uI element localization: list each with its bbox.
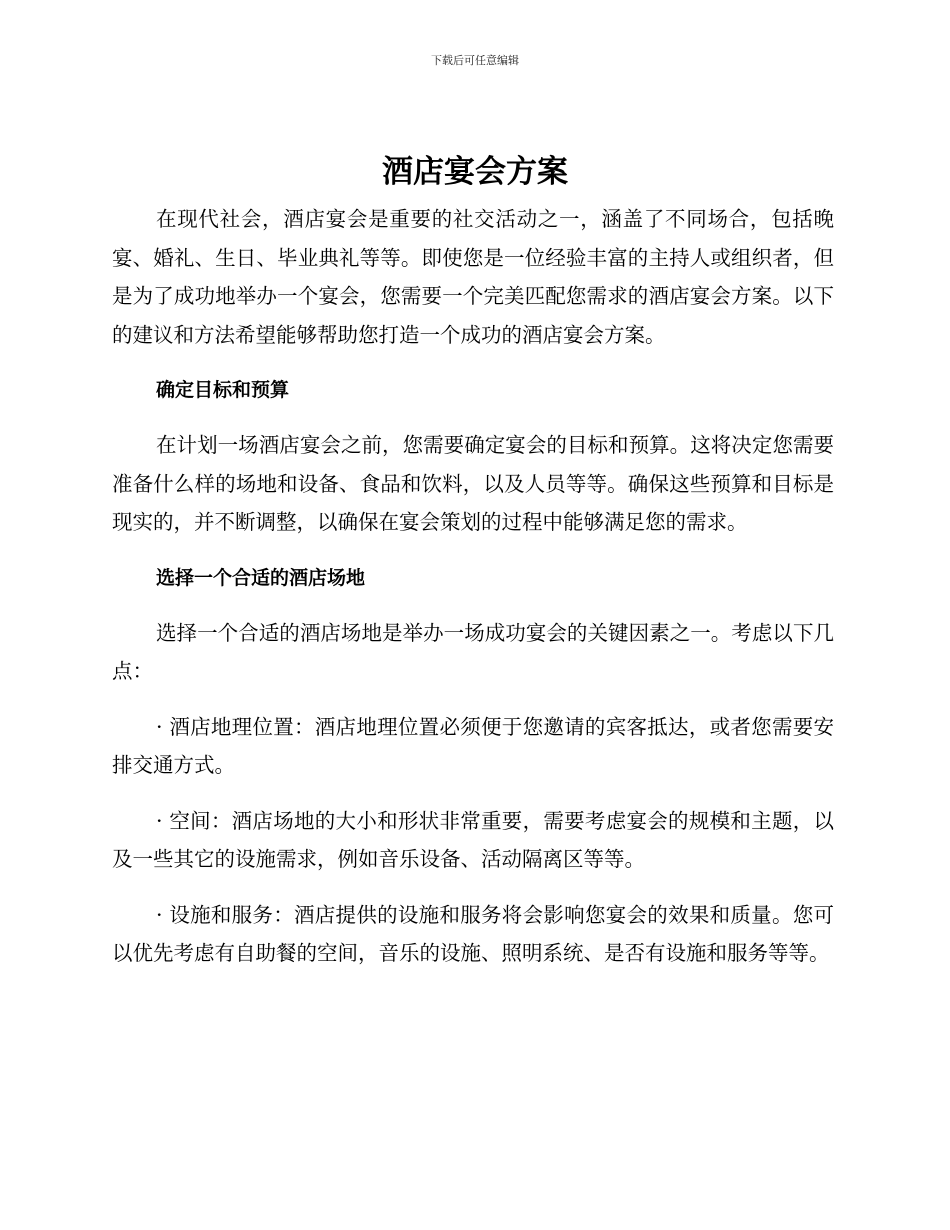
page-header: 下载后可任意编辑 [431,54,519,67]
document-title: 酒店宴会方案 [382,154,568,190]
section-heading-venue: 选择一个合适的酒店场地 [156,566,366,589]
section-paragraph: 选择一个合适的酒店场地是举办一场成功宴会的关键因素之一。考虑以下几点： [112,620,834,683]
bullet-item-space: · 空间：酒店场地的大小和形状非常重要，需要考虑宴会的规模和主题，以及一些其它的设施需求，例如音乐设备、活动隔离区等等。 [112,808,834,871]
document-body [112,200,834,990]
section-paragraph: 在计划一场酒店宴会之前，您需要确定宴会的目标和预算。这将决定您需要准备什么样的场地和设备、食品和饮料，以及人员等等。确保这些预算和目标是现实的，并不断调整，以确保在宴会策划的过程中能够满足您的需求。 [112,433,834,534]
intro-paragraph: 在现代社会，酒店宴会是重要的社交活动之一，涵盖了不同场合，包括晚宴、婚礼、生日、毕业典礼等等。即使您是一位经验丰富的主持人或组织者，但是为了成功地举办一个宴会，您需要一个完美匹配您需求的酒店宴会方案。以下的建议和方法希望能够帮助您打造一个成功的酒店宴会方案。 [112,207,834,347]
section-heading-goals-budget: 确定目标和预算 [156,379,290,401]
bullet-item-facilities: · 设施和服务：酒店提供的设施和服务将会影响您宴会的效果和质量。您可以优先考虑有自助餐的空间，音乐的设施、照明系统、是否有设施和服务等等。 [112,902,834,965]
bullet-item-location: · 酒店地理位置：酒店地理位置必须便于您邀请的宾客抵达，或者您需要安排交通方式。 [112,714,834,777]
